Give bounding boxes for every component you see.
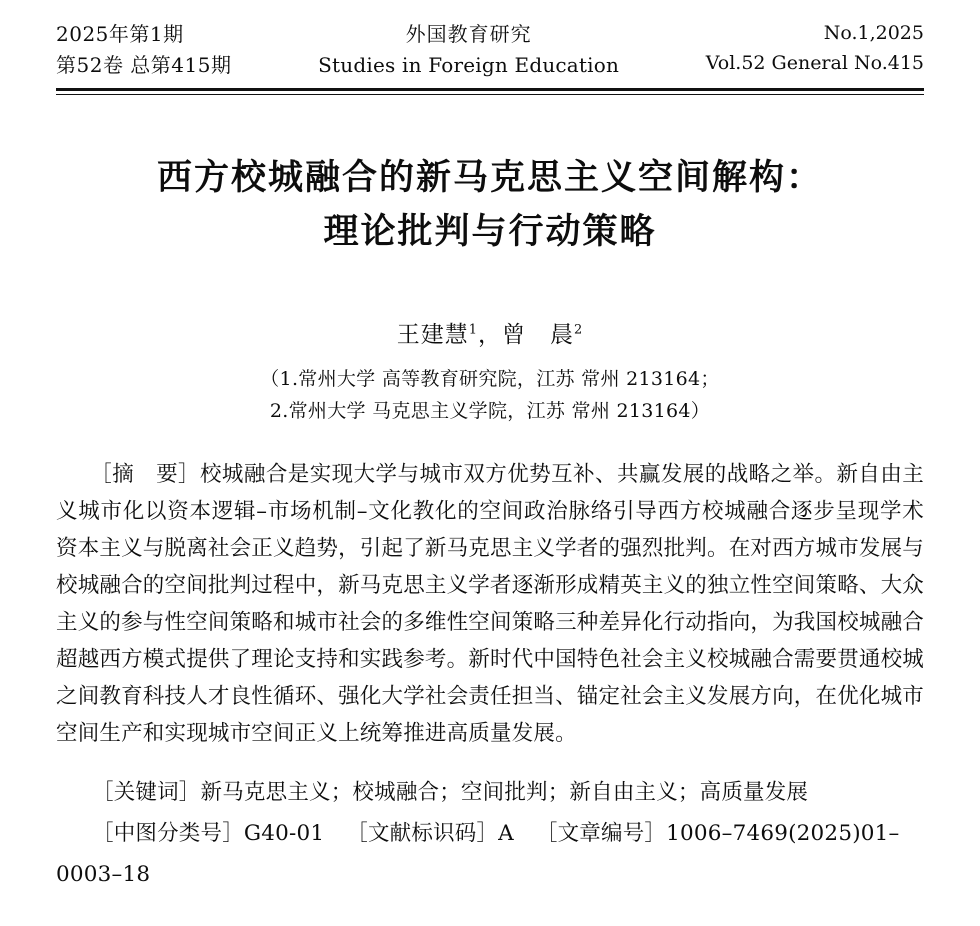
codes-row: [56, 814, 924, 896]
author-separator: ，: [478, 321, 502, 348]
author-sup-1: 1: [468, 321, 478, 337]
abstract-block: [56, 457, 924, 753]
title-line-2: 理论批判与行动策略: [323, 212, 657, 253]
masthead-center: [231, 22, 705, 78]
title-line-1: 西方校城融合的新马克思主义空间解构：: [156, 158, 823, 198]
issue-number: 2025年第1期: [56, 22, 184, 46]
issue-number-en: No.1,2025: [823, 22, 924, 44]
keywords-text: 新马克思主义；校城融合；空间批判；新自由主义；高质量发展: [200, 779, 809, 805]
page-title: [56, 151, 924, 260]
journal-title-en: Studies in Foreign Education: [318, 53, 620, 77]
affiliations: [56, 363, 924, 428]
affiliation-2: 2.常州大学 马克思主义学院，江苏 常州 213164）: [269, 399, 711, 422]
article-id-label: ［文章编号］: [535, 820, 667, 846]
keywords-row: [56, 773, 924, 814]
volume-serial: 第52卷 总第415期: [56, 53, 232, 77]
masthead-right: [706, 22, 924, 76]
document-code-label: ［文献标识码］: [346, 820, 499, 846]
volume-serial-en: Vol.52 General No.415: [705, 51, 924, 74]
journal-title-cn: 外国教育研究: [405, 22, 532, 46]
abstract-text: 校城融合是实现大学与城市双方优势互补、共赢发展的战略之举。新自由主义城市化以资本逻辑–市场机制–文化教化的空间政治脉络引导西方校城融合逐步呈现学术资本主义与脱离社会正义趋势，引起了新马克思主义学者的强烈批判。在对西方城市发展与校城融合的空间批判过程中，新马克思主义学者逐渐形成精英主义的独立性空间策略、大众主义的参与性空间策略和城市社会的多维性空间策略三种差异化行动指向，为我国校城融合超越西方模式提供了理论支持和实践参考。新时代中国特色社会主义校城融合需要贯通校城之间教育科技人才良性循环、强化大学社会责任担当、锚定社会主义发展方向，在优化城市空间生产和实现城市空间正义上统筹推进高质量发展。: [56, 462, 925, 746]
document-code-value: A: [498, 820, 514, 846]
author-name-2: 曾 晨: [502, 321, 574, 348]
author-sup-2: 2: [574, 321, 584, 337]
abstract-label: ［摘 要］: [90, 462, 200, 488]
keywords-label: ［关键词］: [92, 779, 201, 805]
author-name-1: 王建慧: [396, 321, 469, 348]
masthead-divider: [56, 88, 924, 95]
affiliation-1: （1.常州大学 高等教育研究院，江苏 常州 213164；: [260, 367, 720, 390]
article-id-value: 1006–7469(2025)01–0003–18: [56, 820, 900, 887]
author-list: [56, 316, 924, 349]
keywords-and-codes: [56, 773, 924, 896]
clc-label: ［中图分类号］: [92, 820, 244, 846]
masthead-left: [56, 22, 231, 78]
masthead: [56, 0, 924, 78]
clc-value: G40-01: [243, 820, 325, 846]
